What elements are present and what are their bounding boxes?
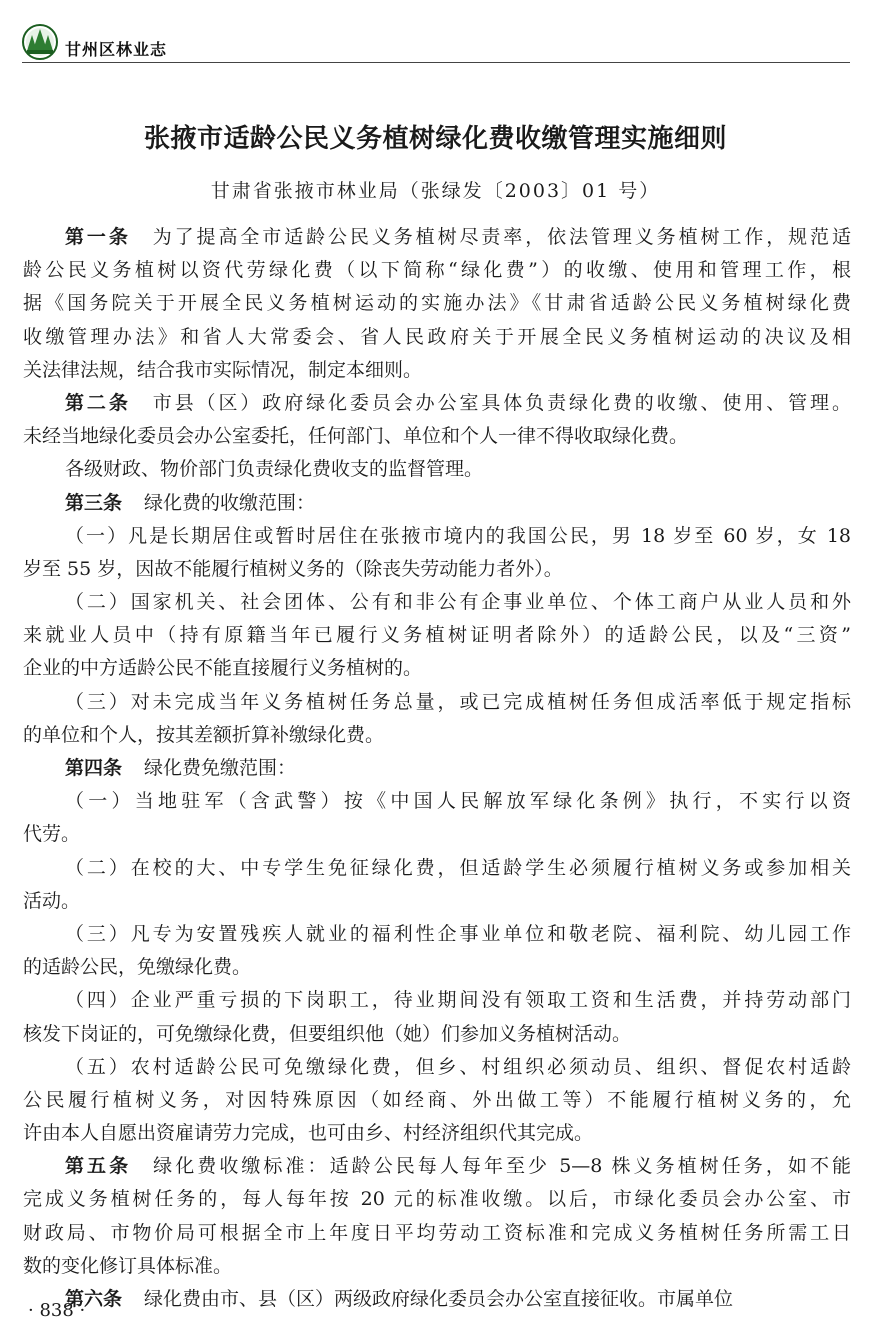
line-text: 关法律法规，结合我市实际情况，制定本细则。 <box>23 358 423 381</box>
body-line <box>23 686 851 719</box>
line-text: （四）企业严重亏损的下岗职工，待业期间没有领取工资和生活费，并持劳动部门 <box>65 989 851 1012</box>
line-text: 据《国务院关于开展全民义务植树运动的实施办法》《甘肃省适龄公民义务植树绿化费 <box>23 292 851 315</box>
line-text: 未经当地绿化委员会办公室委托，任何部门、单位和个人一律不得收取绿化费。 <box>23 425 689 448</box>
line-text: （一）凡是长期居住或暂时居住在张掖市境内的我国公民，男 18 岁至 60 岁，女 18 <box>65 524 851 547</box>
body-line <box>23 254 851 287</box>
body-line <box>23 287 851 320</box>
article-line <box>23 752 851 785</box>
line-text: 绿化费免缴范围： <box>144 757 297 779</box>
article-number: 第五条 <box>65 1155 132 1178</box>
line-text: 绿化费由市、县（区）两级政府绿化委员会办公室直接征收。市属单位 <box>144 1288 734 1310</box>
line-text: 绿化费收缴标准：适龄公民每人每年至少 5—8 株义务植树任务，如不能 <box>153 1155 851 1178</box>
body-line <box>23 984 851 1017</box>
article-number: 第一条 <box>65 226 131 248</box>
line-text: 龄公民义务植树以资代劳绿化费（以下简称“绿化费”）的收缴、使用和管理工作，根 <box>23 259 851 282</box>
body-line <box>23 1183 851 1216</box>
body-line <box>23 652 851 685</box>
line-text: 的单位和个人，按其差额折算补缴绿化费。 <box>23 723 385 746</box>
body-line <box>23 1217 851 1250</box>
line-text: （三）对未完成当年义务植树任务总量，或已完成植树任务但成活率低于规定指标 <box>65 690 851 713</box>
line-text: 活动。 <box>23 889 81 912</box>
line-text: 来就业人员中（持有原籍当年已履行义务植树证明者除外）的适龄公民，以及“三资” <box>23 624 851 647</box>
article-number: 第六条 <box>65 1288 123 1310</box>
body-line <box>23 1117 851 1150</box>
body-line <box>23 321 851 354</box>
line-text: （五）农村适龄公民可免缴绿化费，但乡、村组织必须动员、组织、督促农村适龄 <box>65 1055 851 1078</box>
document-subtitle: 甘肃省张掖市林业局（张绿发〔2003〕01 号） <box>210 180 661 202</box>
line-text: 收缴管理办法》和省人大常委会、省人民政府关于开展全民义务植树运动的决议及相 <box>23 325 851 348</box>
line-text: 财政局、市物价局可根据全市上年度日平均劳动工资标准和完成义务植树任务所需工日 <box>23 1221 851 1244</box>
article-number: 第四条 <box>65 757 123 779</box>
line-text: 完成义务植树任务的，每人每年按 20 元的标准收缴。以后，市绿化委员会办公室、市 <box>23 1188 851 1211</box>
article-line <box>23 387 851 420</box>
body-line <box>23 1051 851 1084</box>
article-line <box>23 1150 851 1183</box>
forest-logo-icon <box>22 24 58 60</box>
body-line <box>23 719 851 752</box>
line-text: 企业的中方适龄公民不能直接履行义务植树的。 <box>23 657 423 680</box>
line-text: 代劳。 <box>23 823 81 846</box>
line-text: 的适龄公民，免缴绿化费。 <box>23 956 252 979</box>
article-number: 第三条 <box>65 491 123 514</box>
body-line <box>23 586 851 619</box>
line-text: （一）当地驻军（含武警）按《中国人民解放军绿化条例》执行，不实行以资 <box>65 790 851 813</box>
body-line <box>23 951 851 984</box>
body-line <box>23 852 851 885</box>
line-text: 市县（区）政府绿化委员会办公室具体负责绿化费的收缴、使用、管理。 <box>152 391 851 414</box>
article-line <box>23 487 851 520</box>
body-line <box>23 420 851 453</box>
header-divider <box>22 62 850 63</box>
line-text: 各级财政、物价部门负责绿化费收支的监督管理。 <box>65 458 484 481</box>
body-line <box>23 785 851 818</box>
line-text: 许由本人自愿出资雇请劳力完成，也可由乡、村经济组织代其完成。 <box>23 1122 594 1145</box>
body-line <box>23 1250 851 1283</box>
line-text: 岁至 55 岁，因故不能履行植树义务的（除丧失劳动能力者外）。 <box>23 557 563 580</box>
body-line <box>23 918 851 951</box>
article-number: 第二条 <box>65 391 131 414</box>
line-text: （三）凡专为安置残疾人就业的福利性企事业单位和敬老院、福利院、幼儿园工作 <box>65 922 851 945</box>
body-line <box>23 818 851 851</box>
article-line <box>23 221 851 254</box>
body-line <box>23 553 851 586</box>
body-line <box>23 885 851 918</box>
line-text: （二）在校的大、中专学生免征绿化费，但适龄学生必须履行植树义务或参加相关 <box>65 856 851 879</box>
body-line <box>23 354 851 387</box>
line-text: 公民履行植树义务，对因特殊原因（如经商、外出做工等）不能履行植树义务的，允 <box>23 1088 851 1111</box>
page-number: · 838 · <box>28 1300 86 1321</box>
line-text: 绿化费的收缴范围： <box>144 491 316 514</box>
line-text: 为了提高全市适龄公民义务植树尽责率，依法管理义务植树工作，规范适 <box>152 226 851 248</box>
body-line <box>23 1018 851 1051</box>
body-line <box>23 1084 851 1117</box>
line-text: 数的变化修订具体标准。 <box>23 1254 233 1277</box>
document-body <box>23 221 851 1316</box>
page-header <box>22 22 850 64</box>
line-text: 核发下岗证的，可免缴绿化费，但要组织他（她）们参加义务植树活动。 <box>23 1022 632 1045</box>
body-line <box>23 453 851 486</box>
body-line <box>23 619 851 652</box>
book-title: 甘州区林业志 <box>65 40 168 59</box>
article-line <box>23 1283 851 1316</box>
document-title: 张掖市适龄公民义务植树绿化费收缴管理实施细则 <box>143 124 727 154</box>
line-text: （二）国家机关、社会团体、公有和非公有企事业单位、个体工商户从业人员和外 <box>65 591 851 614</box>
body-line <box>23 520 851 553</box>
